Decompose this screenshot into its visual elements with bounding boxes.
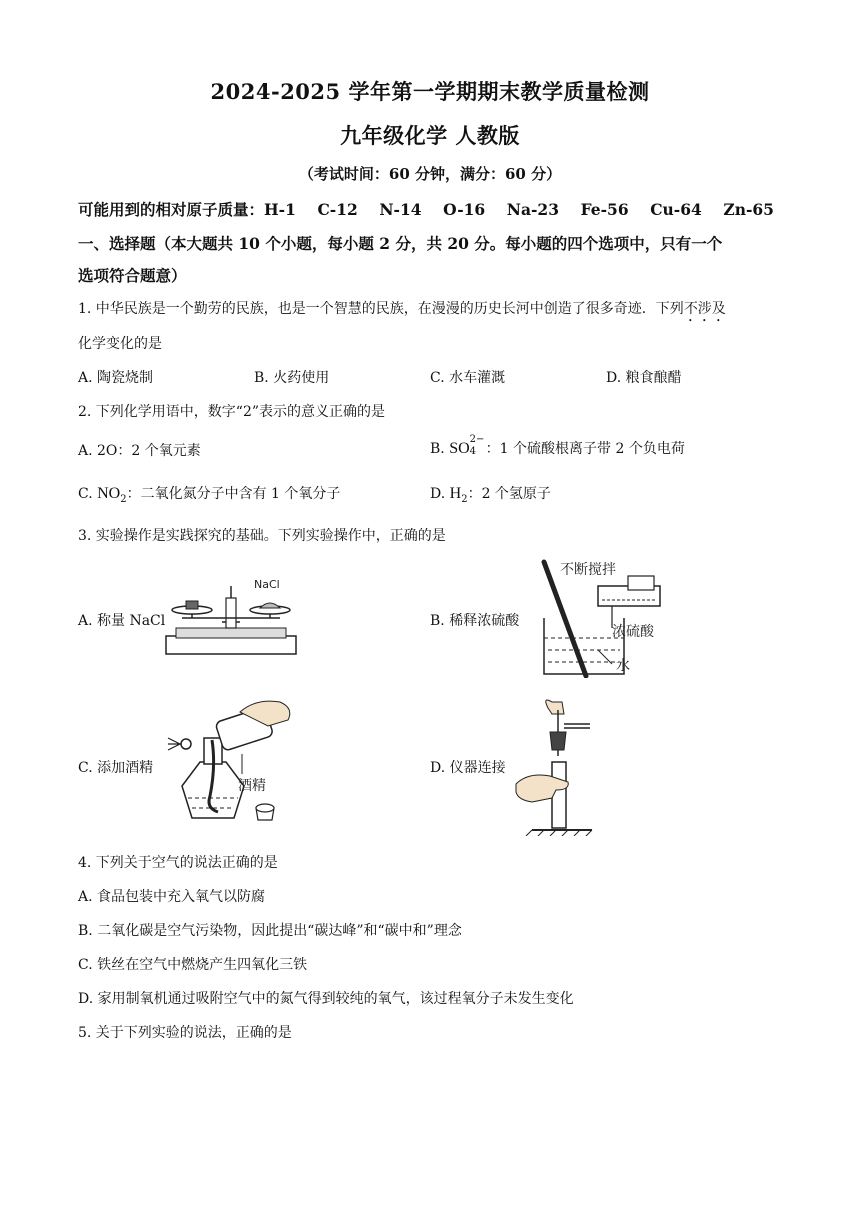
q4-option-b[interactable]: B. 二氧化碳是空气污染物，因此提出“碳达峰”和“碳中和”理念 (78, 923, 462, 939)
q4-option-c[interactable]: C. 铁丝在空气中燃烧产生四氧化三铁 (78, 957, 308, 973)
q2-option-d[interactable] (430, 483, 551, 505)
q1-option-a[interactable]: A. 陶瓷烧制 (78, 370, 154, 386)
q3-option-b[interactable]: B. 稀释浓硫酸 (430, 613, 520, 629)
q2-text: 2. 下列化学用语中，数字“2”表示的意义正确的是 (78, 404, 386, 420)
exam-info: （考试时间：60 分钟，满分：60 分） (298, 165, 562, 183)
q1-option-d[interactable]: D. 粮食酿醋 (606, 370, 682, 386)
q2-option-a[interactable]: A. 2O：2 个氧元素 (78, 443, 201, 459)
q1-option-c[interactable]: C. 水车灌溉 (430, 370, 506, 386)
figure-balance (162, 574, 300, 658)
q4-option-a[interactable]: A. 食品包装中充入氧气以防腐 (78, 889, 266, 905)
q2-option-c-prefix: C. (78, 486, 93, 502)
q2-option-b-charge: 2− (469, 434, 485, 445)
q2-option-c-text: ：二氧化氮分子中含有 1 个氧分子 (126, 486, 341, 502)
q3-text: 3. 实验操作是实践探究的基础。下列实验操作中，正确的是 (78, 528, 446, 544)
figure-dilution-water-label: 水 (616, 658, 630, 674)
figure-dilution-acid-label: 浓硫酸 (612, 624, 654, 640)
q1-text-line1-a: 1. 中华民族是一个勤劳的民族，也是一个智慧的民族，在漫漫的历史长河中创造了很多奇迹．下列 (78, 301, 684, 317)
section1-heading-line2: 选项符合题意） (78, 266, 187, 285)
figure-instrument (512, 696, 612, 836)
section1-heading-line1: 一、选择题（本大题共 10 个小题，每小题 2 分，共 20 分。每小题的四个选项中，只有一个 (78, 234, 723, 253)
q4-text: 4. 下列关于空气的说法正确的是 (78, 855, 278, 871)
figure-dilution (540, 558, 680, 678)
q2-option-d-prefix: D. (430, 486, 446, 502)
q2-option-b[interactable] (430, 434, 685, 458)
q1-text-line2: 化学变化的是 (78, 336, 162, 352)
q1-option-b[interactable]: B. 火药使用 (254, 370, 330, 386)
q3-option-d[interactable]: D. 仪器连接 (430, 760, 506, 776)
q2-option-b-text: ：1 个硫酸根离子带 2 个负电荷 (485, 441, 685, 457)
q2-option-d-subscript: 2 (461, 494, 468, 505)
q2-option-d-formula: H (449, 485, 462, 502)
figure-dilution-stir-label: 不断搅拌 (560, 562, 616, 578)
figure-balance-label: NaCl (254, 578, 280, 591)
q2-option-c-formula: NO (97, 485, 121, 502)
exam-title: 2024-2025 学年第一学期期末教学质量检测 (210, 79, 650, 104)
q4-option-d[interactable]: D. 家用制氧机通过吸附空气中的氮气得到较纯的氧气，该过程氧分子未发生变化 (78, 991, 574, 1007)
figure-alcohol-lamp (160, 696, 300, 828)
q2-option-b-supsub (469, 434, 486, 457)
figure-alcohol-label: 酒精 (238, 778, 266, 794)
q1-emphasis: 不涉及 (683, 301, 726, 317)
q2-option-b-prefix: B. (430, 441, 445, 457)
q2-option-c-subscript: 2 (120, 494, 127, 505)
q3-option-a[interactable]: A. 称量 NaCl (78, 613, 166, 629)
q1-text-line1 (78, 298, 726, 325)
q3-option-c[interactable]: C. 添加酒精 (78, 760, 154, 776)
q2-option-c[interactable] (78, 483, 340, 505)
atomic-masses: 可能用到的相对原子质量：H-1 C-12 N-14 O-16 Na-23 Fe-56 Cu-64 Zn-65 (78, 200, 774, 219)
q5-text: 5. 关于下列实验的说法，正确的是 (78, 1025, 292, 1041)
q2-option-d-text: ：2 个氢原子 (467, 486, 551, 502)
exam-subtitle: 九年级化学 人教版 (340, 123, 520, 148)
q2-option-b-formula: SO (449, 440, 470, 457)
q2-option-b-subscript: 4 (469, 446, 477, 457)
